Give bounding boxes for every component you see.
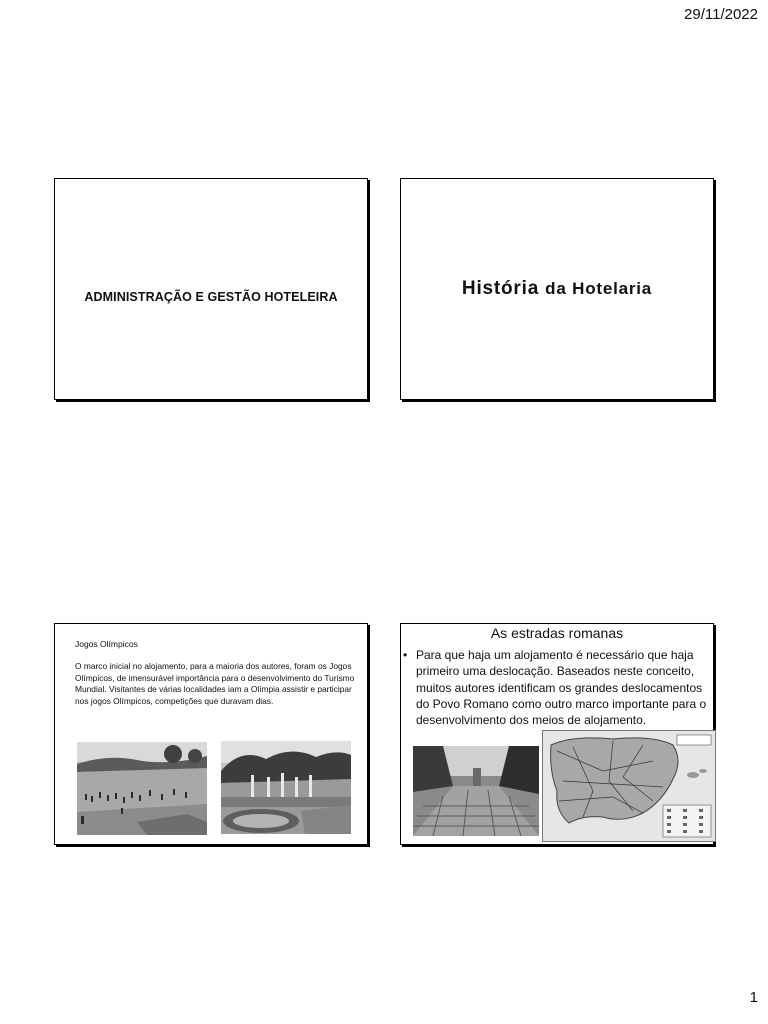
- slide-2-title: [401, 278, 713, 300]
- bullet-text: Para que haja um alojamento é necessário que haja primeiro uma deslocação. Baseados neste conceito, muitos autores identificam os grandes deslocamentos do Povo Romano como outro marco importante para o desenvolvimento dos meios de alojamento.: [416, 648, 707, 728]
- slide-3: [54, 623, 368, 845]
- slide-1: [54, 178, 368, 400]
- bullet-icon: •: [403, 648, 408, 662]
- roman-road-photo: [413, 746, 539, 836]
- slide-3-heading: Jogos Olímpicos: [75, 639, 138, 649]
- slide-4-title: As estradas romanas: [490, 625, 624, 641]
- olympia-stadium-photo: [77, 742, 207, 835]
- slide-4: [400, 623, 714, 845]
- slide-2: [400, 178, 714, 400]
- slide-2-title-main: História: [461, 278, 540, 299]
- roman-roads-map: [542, 730, 716, 842]
- slide-1-title: ADMINISTRAÇÃO E GESTÃO HOTELEIRA: [84, 290, 338, 304]
- olympia-ruins-photo: [221, 741, 351, 834]
- page-number: 1: [749, 989, 758, 1006]
- slide-2-title-rest: da Hotelaria: [545, 279, 653, 298]
- slide-4-body: [403, 647, 711, 728]
- slide-3-body: O marco inicial no alojamento, para a maioria dos autores, foram os Jogos Olímpicos, de imensurável importância para o desenvolvimento do Turismo Mundial. Visitantes de várias localidades iam a Olímpia assistir e participar nos jogos Olímpicos, competições que duravam dias.: [75, 661, 355, 706]
- print-date: 29/11/2022: [684, 6, 758, 23]
- bullet-item: [403, 647, 711, 728]
